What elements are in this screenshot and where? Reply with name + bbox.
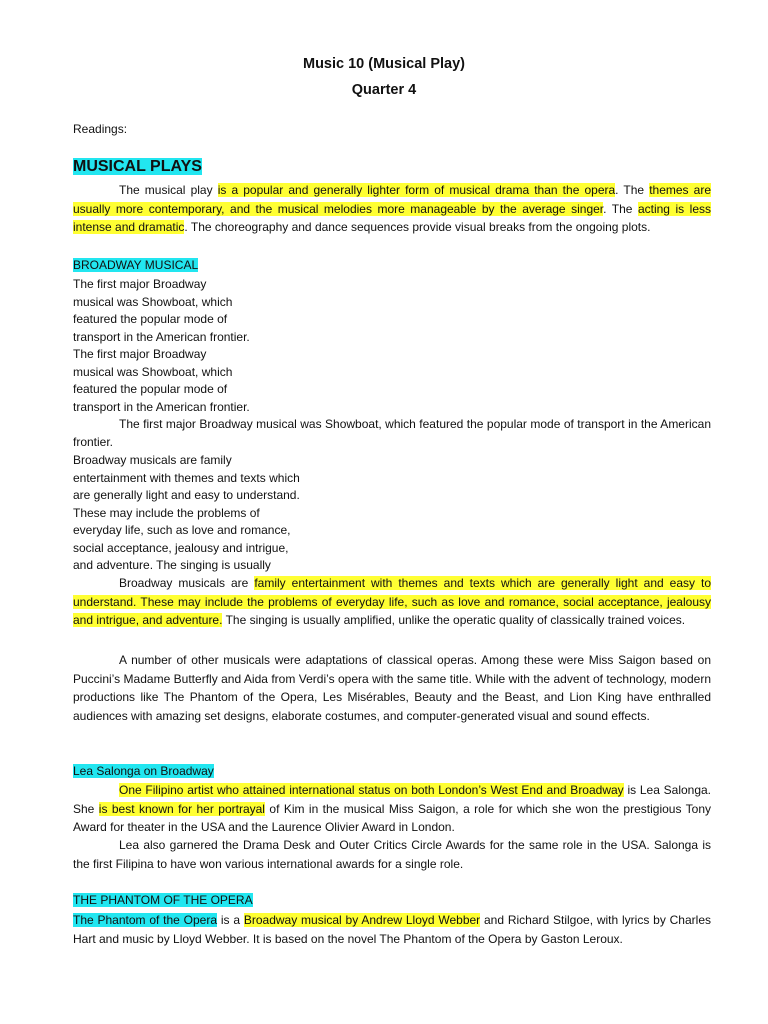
broadway-heading [73, 258, 198, 272]
text-run: Lea also garnered the Drama Desk and Outer Critics Circle Awards for the same role in the USA. Salonga is the first Filipina to have won various international awards for a single role. [73, 838, 711, 871]
broadway-heading-text: BROADWAY MUSICAL [73, 258, 199, 272]
fragment-line: The first major Broadway [73, 347, 207, 361]
text-run: . The [603, 201, 638, 216]
lea-heading [73, 764, 214, 778]
fragment-line: are generally light and easy to understand. [73, 488, 300, 502]
broadway-paragraph-1 [73, 415, 711, 451]
highlight-run: One Filipino artist who attained international status on both London’s West End and Broadway [119, 783, 624, 797]
highlight-run: is best known for her portrayal [98, 801, 265, 816]
highlight-run: acting is less intense and dramatic [73, 201, 711, 234]
fragment-line: musical was Showboat, which [73, 294, 233, 309]
fragment-line: and adventure. The singing is usually [73, 558, 271, 572]
lea-paragraph-2 [73, 836, 711, 873]
document-subtitle: Quarter 4 [351, 82, 417, 98]
fragment-line: transport in the American frontier. [73, 399, 250, 414]
text-run: is a [217, 913, 244, 927]
broadway-fragment-block-1 [73, 276, 250, 416]
lea-paragraph-1 [73, 781, 711, 837]
text-run: The first major Broadway musical was Showboat, which featured the popular mode of transport in the American frontier. [73, 417, 711, 449]
broadway-paragraph-3 [73, 651, 711, 725]
fragment-line: entertainment with themes and texts which [73, 470, 300, 485]
phantom-paragraph [73, 911, 711, 948]
fragment-line: musical was Showboat, which [73, 364, 233, 379]
text-run: The musical play [119, 183, 218, 197]
fragment-line: transport in the American frontier. [73, 329, 250, 344]
highlight-run: The Phantom of the Opera [73, 913, 218, 927]
document-title: Music 10 (Musical Play) [303, 56, 465, 72]
text-run: and Richard Stilgoe, with lyrics by Charles Hart and music by Lloyd Webber. It is based on the novel The Phantom of the Opera by Gaston Leroux. [73, 913, 711, 946]
broadway-paragraph-2 [73, 574, 711, 630]
highlight-run: family entertainment with themes and texts which are generally light and easy to understand. These may include the problems of everyday life, such as love and romance, social acceptance, jealousy and intrigue, and adventure. [73, 576, 711, 627]
text-run: . The [615, 183, 650, 197]
text-run: . The choreography and dance sequences provide visual breaks from the ongoing plots. [184, 220, 651, 234]
fragment-line: social acceptance, jealousy and intrigue, [73, 540, 289, 555]
musical-plays-heading-text: MUSICAL PLAYS [73, 158, 202, 175]
text-run: A number of other musicals were adaptations of classical operas. Among these were Miss Saigon based on Puccini’s Madame Butterfly and Aida from Verdi’s opera with the same title. While with the advent of technology, modern productions like The Phantom of the Opera, Les Misérables, Beauty and the Beast, and Lion King have enthralled audiences with amazing set designs, elaborate costumes, and computer-generated visual and sound effects. [73, 653, 711, 723]
phantom-heading [73, 893, 253, 907]
lea-heading-text: Lea Salonga on Broadway [73, 764, 214, 778]
fragment-line: featured the popular mode of [73, 382, 228, 396]
readings-label: Readings: [73, 122, 128, 136]
phantom-heading-text: THE PHANTOM OF THE OPERA [73, 893, 253, 907]
fragment-line: The first major Broadway [73, 277, 207, 291]
highlight-run: themes are usually more contemporary, and the musical melodies more manageable by the average singer [73, 183, 711, 216]
text-run: Broadway musicals are [119, 576, 255, 590]
fragment-line: featured the popular mode of [73, 312, 228, 326]
fragment-line: everyday life, such as love and romance, [73, 523, 291, 537]
highlight-run: is a popular and generally lighter form of musical drama than the opera [217, 183, 616, 197]
broadway-fragment-block-2 [73, 452, 300, 575]
text-run: of Kim in the musical Miss Saigon, a role for which she won the prestigious Tony Award for theater in the USA and the Laurence Olivier Award in London. [73, 801, 712, 834]
musical-plays-heading [73, 158, 202, 176]
fragment-line: Broadway musicals are family [73, 453, 232, 467]
fragment-line: These may include the problems of [73, 505, 260, 520]
musical-plays-paragraph [73, 181, 711, 237]
text-run: The singing is usually amplified, unlike the operatic quality of classically trained voices. [222, 613, 686, 627]
text-run: is Lea Salonga. She [73, 783, 712, 816]
highlight-run: Broadway musical by Andrew Lloyd Webber [243, 913, 481, 927]
